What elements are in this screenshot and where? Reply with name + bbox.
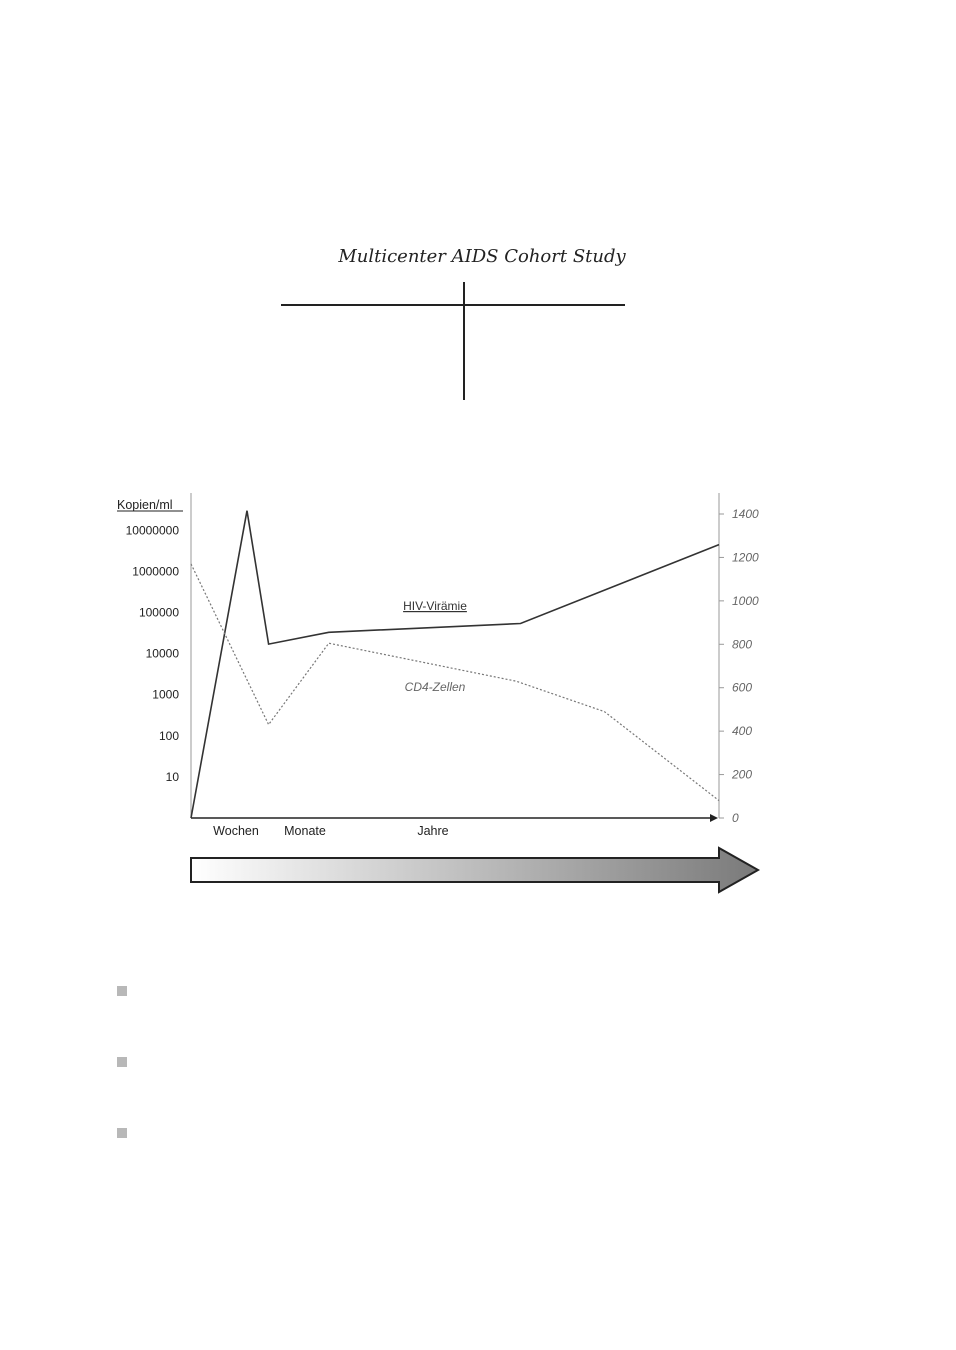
bullet-marker xyxy=(117,1128,127,1138)
left-tick-label: 1000000 xyxy=(132,564,179,579)
right-tick-label: 1200 xyxy=(732,550,759,565)
right-tick-label: 1400 xyxy=(732,507,759,521)
right-tick-label: 1000 xyxy=(732,593,759,608)
x-axis-arrowhead xyxy=(710,814,718,822)
x-label: Jahre xyxy=(417,824,449,838)
left-tick-label: 100000 xyxy=(138,605,179,620)
study-title: Multicenter AIDS Cohort Study xyxy=(338,246,626,267)
right-tick-label: 400 xyxy=(732,724,753,739)
left-tick-label: 10000 xyxy=(145,646,179,661)
left-tick-label: 10 xyxy=(165,769,179,784)
x-label: Monate xyxy=(284,824,326,838)
left-tick-label: 1000 xyxy=(152,687,179,702)
bullet-marker xyxy=(117,1057,127,1067)
time-progression-arrow xyxy=(191,848,758,892)
left-tick-label: 10000000 xyxy=(125,523,179,538)
bullet-marker xyxy=(117,986,127,996)
series-label-cd4-cells: CD4-Zellen xyxy=(404,680,466,694)
right-tick-label: 0 xyxy=(732,811,739,825)
right-tick-label: 600 xyxy=(732,680,753,695)
right-tick-label: 200 xyxy=(732,767,753,782)
right-tick-label: 800 xyxy=(732,637,753,652)
left-tick-label: 100 xyxy=(158,728,179,743)
left-axis-label: Kopien/ml xyxy=(117,498,173,512)
hiv-viremia-line xyxy=(191,511,719,818)
x-label: Wochen xyxy=(213,824,259,838)
series-label-hiv-viremia: HIV-Virämie xyxy=(403,599,467,613)
